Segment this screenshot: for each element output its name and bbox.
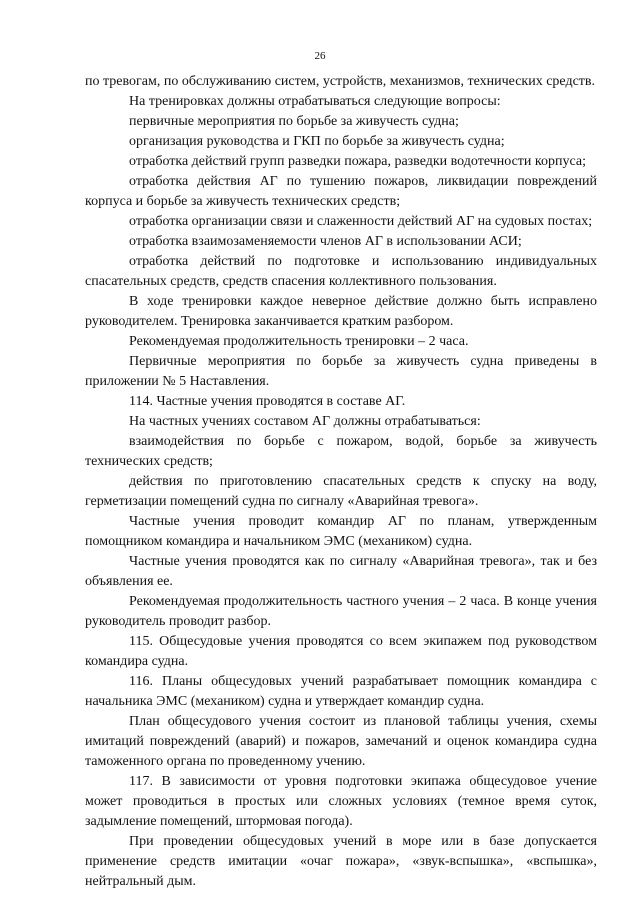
document-body bbox=[85, 72, 597, 892]
paragraph: отработка действий групп разведки пожара, разведки водотечности корпуса; bbox=[129, 154, 586, 169]
paragraph: На частных учениях составом АГ должны отрабатываться: bbox=[129, 414, 481, 429]
paragraph: 115. Общесудовые учения проводятся со всем экипажем под руководством командира судна. bbox=[85, 634, 597, 669]
paragraph: Рекомендуемая продолжительность тренировки – 2 часа. bbox=[129, 334, 469, 349]
paragraph: При проведении общесудовых учений в море или в базе допускается применение средств имитации «очаг пожара», «звук-вспышка», «вспышка», нейтральный дым. bbox=[85, 834, 597, 889]
paragraph: Первичные мероприятия по борьбе за живучесть судна приведены в приложении № 5 Наставления. bbox=[85, 354, 597, 389]
paragraph: Частные учения проводит командир АГ по планам, утвержденным помощником командира и начальником ЭМС (механиком) судна. bbox=[85, 514, 597, 549]
page-number: 26 bbox=[314, 50, 326, 62]
paragraph: отработка действий по подготовке и использованию индивидуальных спасательных средств, средств спасения коллективного пользования. bbox=[85, 254, 597, 289]
paragraph: отработка действия АГ по тушению пожаров, ликвидации повреждений корпуса и борьбе за живучесть технических средств; bbox=[85, 174, 597, 209]
paragraph: отработка организации связи и слаженности действий АГ на судовых постах; bbox=[129, 214, 593, 229]
paragraph: по тревогам, по обслуживанию систем, устройств, механизмов, технических средств. bbox=[85, 74, 596, 89]
paragraph: 116. Планы общесудовых учений разрабатывает помощник командира с начальника ЭМС (механиком) судна и утверждает командир судна. bbox=[85, 674, 597, 709]
paragraph: взаимодействия по борьбе с пожаром, водой, борьбе за живучесть технических средств; bbox=[85, 434, 597, 469]
paragraph: Рекомендуемая продолжительность частного учения – 2 часа. В конце учения руководитель проводит разбор. bbox=[85, 594, 597, 629]
paragraph: В ходе тренировки каждое неверное действие должно быть исправлено руководителем. Тренировка заканчивается кратким разбором. bbox=[85, 294, 597, 329]
paragraph: На тренировках должны отрабатываться следующие вопросы: bbox=[129, 94, 501, 109]
paragraph: организация руководства и ГКП по борьбе за живучесть судна; bbox=[129, 134, 505, 149]
paragraph: План общесудового учения состоит из плановой таблицы учения, схемы имитаций повреждений (аварий) и пожаров, замечаний и оценок командира судна таможенного органа по проведенному учению. bbox=[85, 714, 597, 769]
paragraph: Частные учения проводятся как по сигналу «Аварийная тревога», так и без объявления ее. bbox=[85, 554, 597, 589]
paragraph: 114. Частные учения проводятся в составе АГ. bbox=[129, 394, 406, 409]
paragraph: действия по приготовлению спасательных средств к спуску на воду, герметизации помещений судна по сигналу «Аварийная тревога». bbox=[85, 474, 597, 509]
paragraph: 117. В зависимости от уровня подготовки экипажа общесудовое учение может проводиться в простых или сложных условиях (темное время суток, задымление помещений, штормовая погода). bbox=[85, 774, 597, 829]
paragraph: первичные мероприятия по борьбе за живучесть судна; bbox=[129, 114, 459, 129]
paragraph: отработка взаимозаменяемости членов АГ в использовании АСИ; bbox=[129, 234, 522, 249]
